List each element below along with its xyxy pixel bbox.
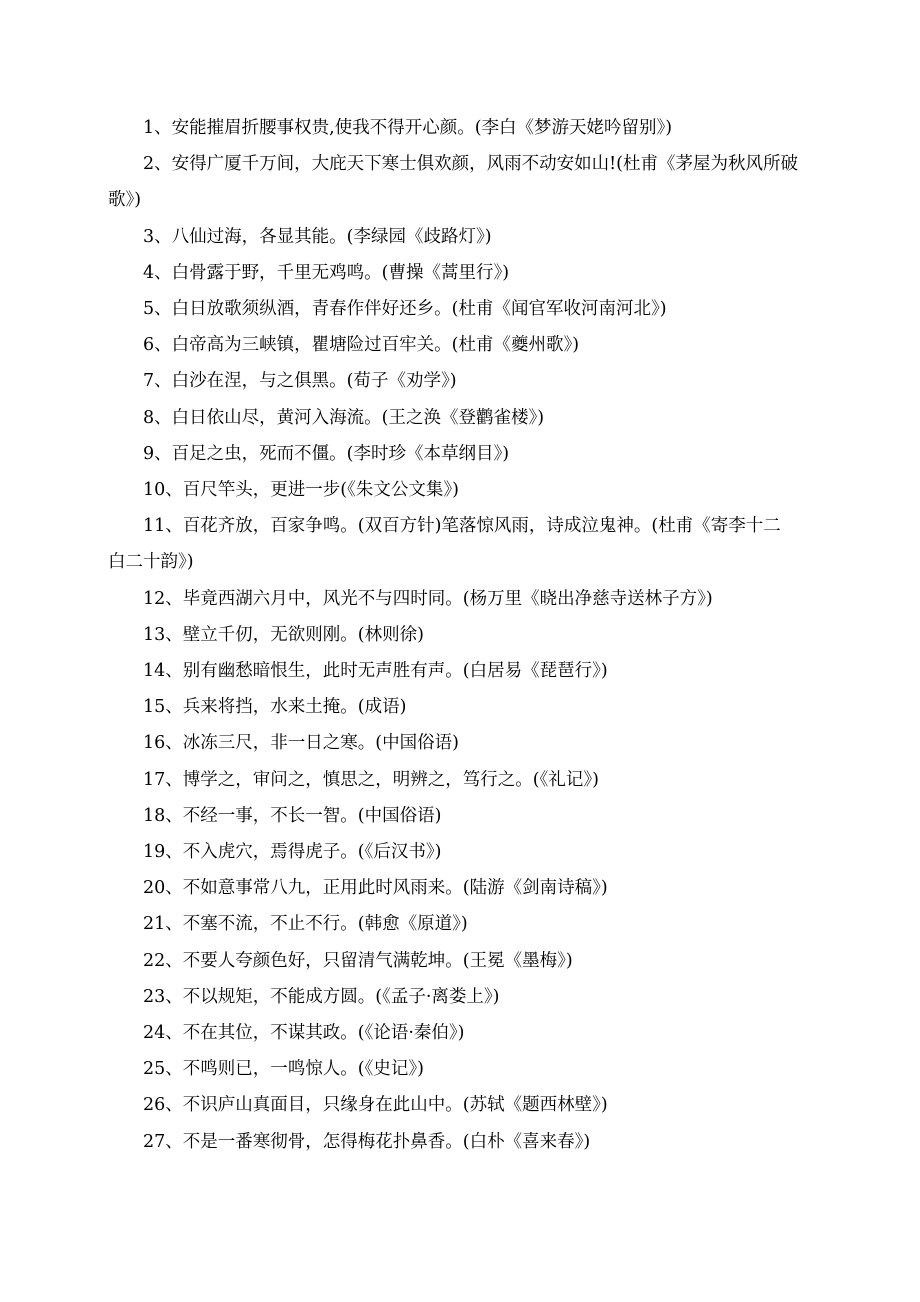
quote-number: 26 bbox=[143, 1095, 166, 1116]
quote-text: 百足之虫，死而不僵。(李时珍《本草纲目》) bbox=[171, 443, 510, 464]
quote-number: 27 bbox=[143, 1131, 166, 1152]
quote-text: 白骨露于野，千里无鸡鸣。(曹操《蒿里行》) bbox=[171, 262, 510, 283]
quote-text: 白日依山尽，黄河入海流。(王之涣《登鹳雀楼》) bbox=[171, 407, 545, 428]
quote-number: 16 bbox=[143, 733, 166, 754]
quote-item: 27、不是一番寒彻骨，怎得梅花扑鼻香。(白朴《喜来春》) bbox=[143, 1131, 591, 1152]
quote-item: 24、不在其位，不谋其政。(《论语·秦伯》) bbox=[143, 1023, 465, 1044]
quote-text: 百尺竿头，更进一步(《朱文公文集》) bbox=[182, 480, 459, 501]
quote-text: 百花齐放，百家争鸣。(双百方针)笔落惊风雨，诗成泣鬼神。(杜甫《寄李十二白二十韵》) bbox=[108, 516, 781, 573]
quote-number: 23 bbox=[143, 986, 166, 1007]
quote-text: 不要人夸颜色好，只留清气满乾坤。(王冕《墨梅》) bbox=[182, 950, 573, 971]
quote-number: 10 bbox=[143, 480, 166, 501]
quote-text: 不识庐山真面目，只缘身在此山中。(苏轼《题西林壁》) bbox=[182, 1095, 608, 1116]
quote-text: 不经一事，不长一智。(中国俗语) bbox=[182, 805, 442, 826]
quote-item: 17、博学之，审问之，慎思之，明辨之，笃行之。(《礼记》) bbox=[143, 769, 599, 790]
quote-number: 24 bbox=[143, 1023, 166, 1044]
quote-item: 20、不如意事常八九，正用此时风雨来。(陆游《剑南诗稿》) bbox=[143, 878, 608, 899]
quote-number: 25 bbox=[143, 1059, 166, 1080]
quote-item: 25、不鸣则已，一鸣惊人。(《史记》) bbox=[143, 1059, 424, 1080]
quote-item: 14、别有幽愁暗恨生，此时无声胜有声。(白居易《琵琶行》) bbox=[143, 661, 608, 682]
quote-item: 3、八仙过海，各显其能。(李绿园《歧路灯》) bbox=[143, 226, 492, 247]
quote-text: 八仙过海，各显其能。(李绿园《歧路灯》) bbox=[171, 226, 492, 247]
quote-item: 13、壁立千仞，无欲则刚。(林则徐) bbox=[143, 624, 424, 645]
quote-list bbox=[108, 110, 798, 1160]
quote-number: 6 bbox=[143, 335, 155, 356]
quote-number: 20 bbox=[143, 878, 166, 899]
quote-item: 18、不经一事，不长一智。(中国俗语) bbox=[143, 805, 442, 826]
quote-text: 不是一番寒彻骨，怎得梅花扑鼻香。(白朴《喜来春》) bbox=[182, 1131, 591, 1152]
quote-number: 15 bbox=[143, 697, 166, 718]
quote-number: 7 bbox=[143, 371, 155, 392]
quote-item: 16、冰冻三尺，非一日之寒。(中国俗语) bbox=[143, 733, 459, 754]
quote-number: 9 bbox=[143, 443, 155, 464]
quote-number: 4 bbox=[143, 262, 155, 283]
quote-number: 22 bbox=[143, 950, 166, 971]
quote-number: 18 bbox=[143, 805, 166, 826]
quote-text: 兵来将挡，水来土掩。(成语) bbox=[182, 697, 407, 718]
quote-item: 10、百尺竿头，更进一步(《朱文公文集》) bbox=[143, 480, 459, 501]
quote-number: 5 bbox=[143, 299, 155, 320]
quote-item: 21、不塞不流，不止不行。(韩愈《原道》) bbox=[143, 914, 468, 935]
quote-text: 白帝高为三峡镇，瞿塘险过百牢关。(杜甫《夔州歌》) bbox=[171, 335, 580, 356]
quote-number: 2 bbox=[143, 154, 155, 175]
quote-item: 23、不以规矩，不能成方圆。(《孟子·离娄上》) bbox=[143, 986, 500, 1007]
quote-text: 冰冻三尺，非一日之寒。(中国俗语) bbox=[182, 733, 459, 754]
quote-item: 1、安能摧眉折腰事权贵,使我不得开心颜。(李白《梦游天姥吟留别》) bbox=[143, 118, 673, 138]
quote-text: 不塞不流，不止不行。(韩愈《原道》) bbox=[182, 914, 468, 935]
quote-text: 白日放歌须纵酒，青春作伴好还乡。(杜甫《闻官军收河南河北》) bbox=[171, 299, 667, 320]
quote-item: 4、白骨露于野，千里无鸡鸣。(曹操《蒿里行》) bbox=[143, 262, 510, 283]
quote-item: 6、白帝高为三峡镇，瞿塘险过百牢关。(杜甫《夔州歌》) bbox=[143, 335, 580, 356]
quote-text: 博学之，审问之，慎思之，明辨之，笃行之。(《礼记》) bbox=[182, 769, 599, 790]
quote-number: 14 bbox=[143, 661, 166, 682]
quote-number: 17 bbox=[143, 769, 166, 790]
quote-text: 不鸣则已，一鸣惊人。(《史记》) bbox=[182, 1059, 424, 1080]
quote-text: 安能摧眉折腰事权贵,使我不得开心颜。(李白《梦游天姥吟留别》) bbox=[171, 118, 673, 138]
quote-item: 15、兵来将挡，水来土掩。(成语) bbox=[143, 697, 407, 718]
quote-number: 19 bbox=[143, 842, 166, 863]
quote-text: 白沙在涅，与之俱黑。(荀子《劝学》) bbox=[171, 371, 457, 392]
quote-number: 13 bbox=[143, 624, 166, 645]
quote-text: 不入虎穴，焉得虎子。(《后汉书》) bbox=[182, 842, 442, 863]
quote-item: 8、白日依山尽，黄河入海流。(王之涣《登鹳雀楼》) bbox=[143, 407, 545, 428]
quote-item: 12、毕竟西湖六月中，风光不与四时同。(杨万里《晓出净慈寺送林子方》) bbox=[143, 588, 713, 609]
quote-text: 毕竟西湖六月中，风光不与四时同。(杨万里《晓出净慈寺送林子方》) bbox=[182, 588, 713, 609]
quote-number: 8 bbox=[143, 407, 155, 428]
quote-number: 1 bbox=[143, 118, 155, 138]
quote-number: 11 bbox=[143, 516, 166, 537]
quote-text: 不以规矩，不能成方圆。(《孟子·离娄上》) bbox=[182, 986, 500, 1007]
quote-item: 22、不要人夸颜色好，只留清气满乾坤。(王冕《墨梅》) bbox=[143, 950, 573, 971]
quote-item: 26、不识庐山真面目，只缘身在此山中。(苏轼《题西林壁》) bbox=[143, 1095, 608, 1116]
quote-text: 别有幽愁暗恨生，此时无声胜有声。(白居易《琵琶行》) bbox=[182, 661, 608, 682]
quote-item: 2、安得广厦千万间，大庇天下寒士俱欢颜，风雨不动安如山!(杜甫《茅屋为秋风所破歌》) bbox=[108, 154, 798, 211]
quote-item: 5、白日放歌须纵酒，青春作伴好还乡。(杜甫《闻官军收河南河北》) bbox=[143, 299, 667, 320]
quote-number: 21 bbox=[143, 914, 166, 935]
quote-number: 12 bbox=[143, 588, 166, 609]
quote-text: 不在其位，不谋其政。(《论语·秦伯》) bbox=[182, 1023, 465, 1044]
quote-item: 7、白沙在涅，与之俱黑。(荀子《劝学》) bbox=[143, 371, 457, 392]
quote-item: 11、百花齐放，百家争鸣。(双百方针)笔落惊风雨，诗成泣鬼神。(杜甫《寄李十二白二十韵》) bbox=[108, 516, 781, 573]
quote-number: 3 bbox=[143, 226, 155, 247]
quote-item: 19、不入虎穴，焉得虎子。(《后汉书》) bbox=[143, 842, 442, 863]
quote-text: 安得广厦千万间，大庇天下寒士俱欢颜，风雨不动安如山!(杜甫《茅屋为秋风所破歌》) bbox=[108, 154, 798, 211]
quote-text: 壁立千仞，无欲则刚。(林则徐) bbox=[182, 624, 424, 645]
quote-item: 9、百足之虫，死而不僵。(李时珍《本草纲目》) bbox=[143, 443, 510, 464]
quote-text: 不如意事常八九，正用此时风雨来。(陆游《剑南诗稿》) bbox=[182, 878, 608, 899]
